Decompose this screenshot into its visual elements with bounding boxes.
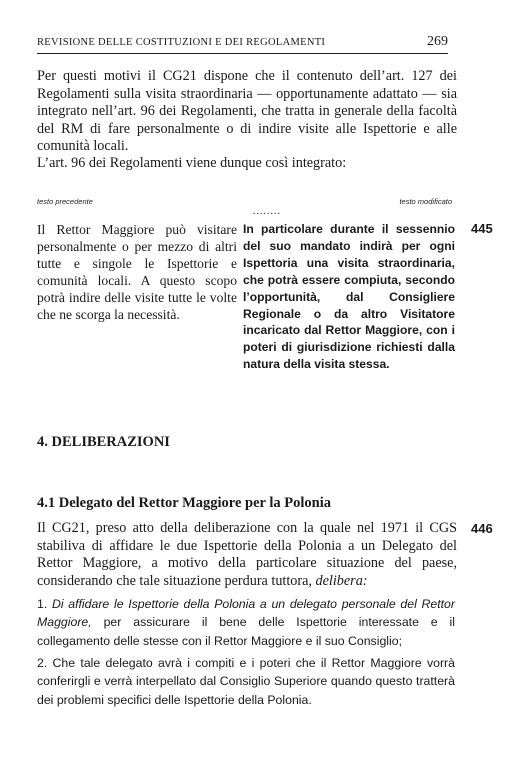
body-text: Il CG21, preso atto della deliberazione con la quale nel 1971 il CGS stabiliva di affidare le due Ispettorie della Polonia a un Delegato del Rettor Maggiore, a motivo della particolare situazione del paese, considerando che tale situazione perdura tuttora, (37, 520, 457, 589)
item-1-italic: Di affidare le Ispettorie della Polonia a un delegato personale del Rettor Maggiore, (37, 597, 455, 630)
previous-text-column: Il Rettor Maggiore può visitare personalmente o per mezzo di altri tutte e singole le Ispettorie e comunità locali. A questo scopo potrà indire delle visite tutte le volte che ne scorga la necessità. (37, 222, 237, 322)
section-heading: 4. DELIBERAZIONI (37, 434, 170, 450)
header-rule (37, 53, 448, 54)
page-number: 269 (427, 34, 448, 49)
margin-number-445: 445 (471, 221, 493, 236)
modified-text-column: In particolare durante il sessennio del suo mandato indirà per ogni Ispettoria una visita straordinaria, che potrà essere compiuta, secondo l’opportunità, dal Consigliere Regionale o da altro Visitatore incaricato dal Rettor Maggiore, con i poteri di giurisdizione richiesti dalla natura della visita stessa. (243, 222, 455, 372)
margin-number-446: 446 (471, 521, 493, 536)
body-delibera: delibera: (315, 572, 368, 589)
deliberation-item-1 (37, 595, 455, 650)
subsection-heading: 4.1 Delegato del Rettor Maggiore per la Polonia (37, 495, 331, 511)
intro-paragraph-2: L’art. 96 dei Regolamenti viene dunque così integrato: (37, 155, 347, 171)
right-column-label: testo modificato (399, 197, 452, 206)
subsection-body (37, 520, 457, 590)
deliberation-item-2: 2. Che tale delegato avrà i compiti e i poteri che il Rettor Maggiore vorrà conferirgli e verrà interpellato dal Consiglio Superiore quando questo tratterà dei problemi specifici delle Ispettorie della Polonia. (37, 656, 455, 707)
left-column-label: testo precedente (37, 197, 93, 206)
item-1-number: 1. (37, 597, 52, 611)
running-header-title: REVISIONE DELLE COSTITUZIONI E DEI REGOLAMENTI (37, 37, 326, 48)
intro-paragraph: Per questi motivi il CG21 dispone che il contenuto dell’art. 127 dei Regolamenti sulla visita straordinaria — opportunamente adattato — sia integrato nell’art. 96 dei Regolamenti, che tratta in generale della facoltà del RM di fare personalmente o di indire visite alle Ispettorie e alle comunità locali. (37, 68, 457, 155)
ellipsis-marker: ........ (253, 206, 281, 217)
item-1-rest: per assicurare il bene delle Ispettorie interessate e il collegamento delle stesse con il Rettor Maggiore e il suo Consiglio; (37, 615, 455, 648)
